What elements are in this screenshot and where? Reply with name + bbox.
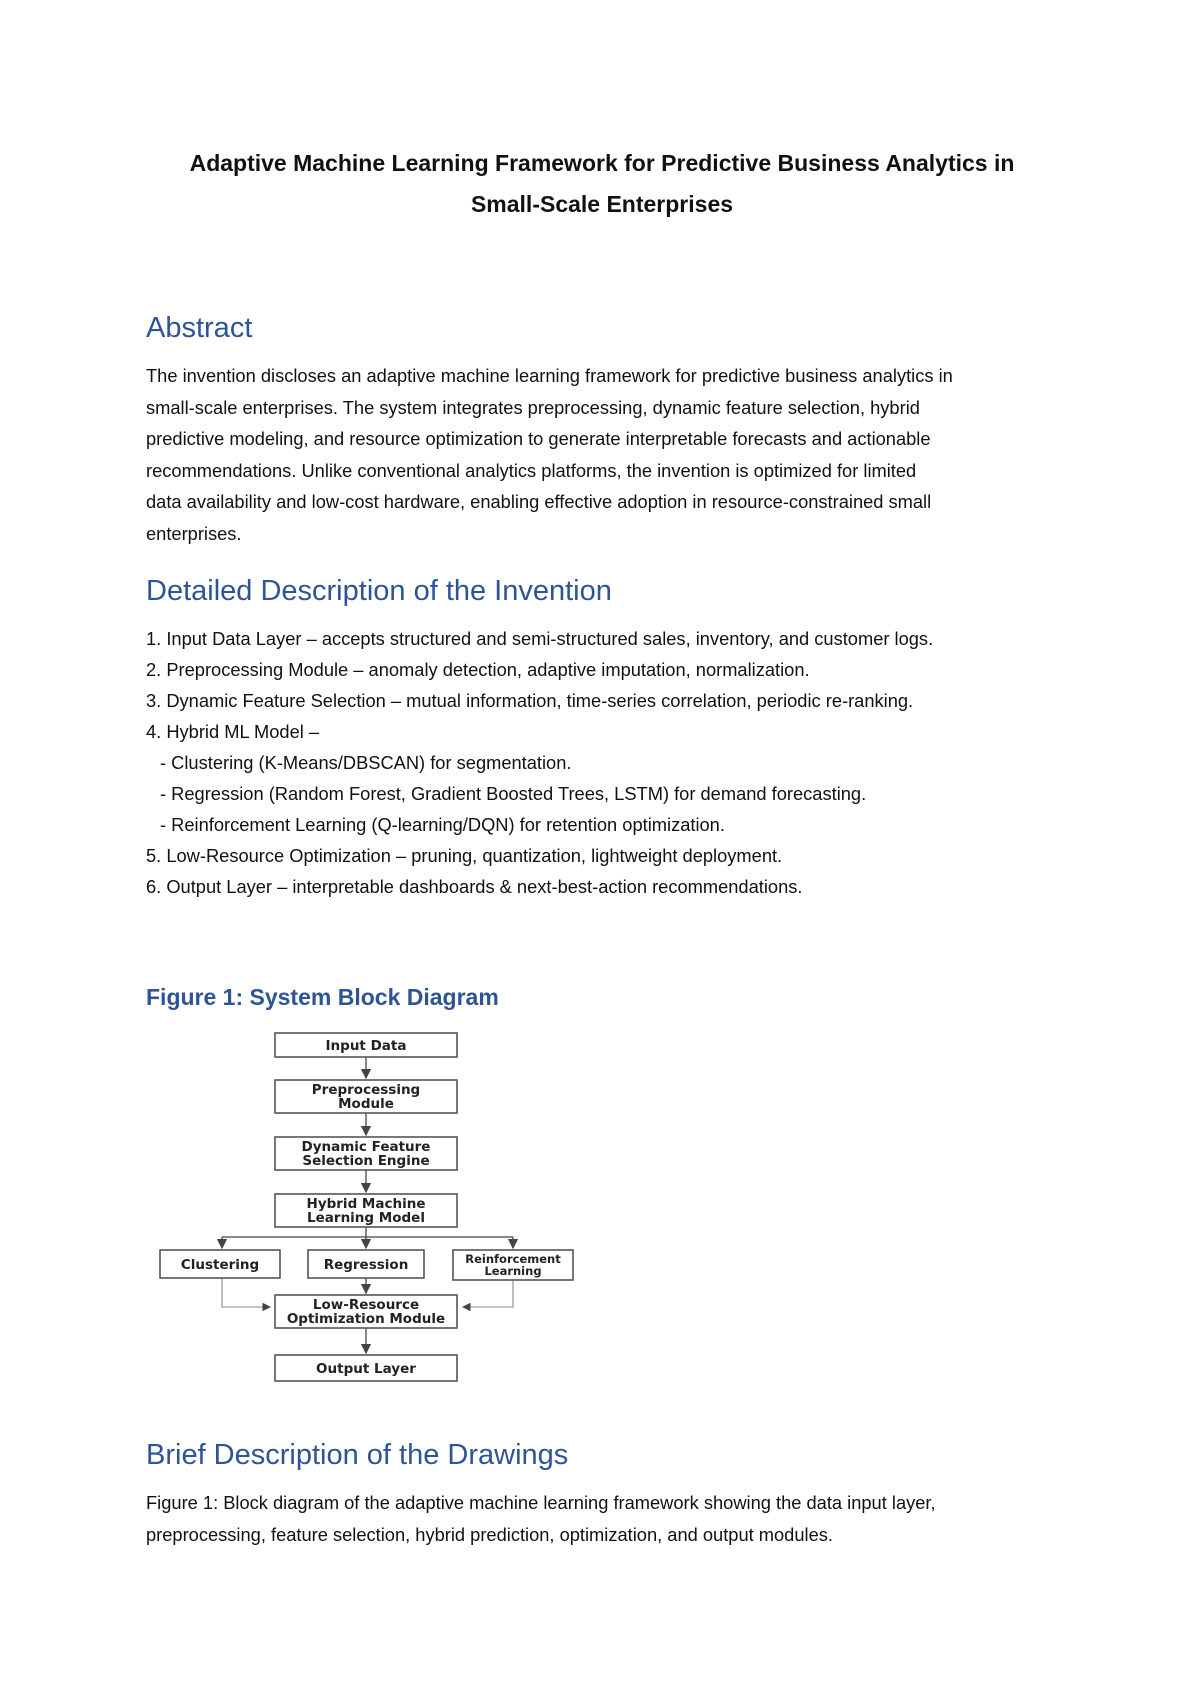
brief-line: Figure 1: Block diagram of the adaptive machine learning framework showing the data input layer, bbox=[146, 1492, 936, 1513]
list-item: 1. Input Data Layer – accepts structured and semi-structured sales, inventory, and customer logs. bbox=[146, 628, 934, 649]
document-title bbox=[130, 143, 1074, 225]
svg-text:Dynamic Feature: Dynamic Feature bbox=[301, 1139, 431, 1155]
svg-text:Output Layer: Output Layer bbox=[316, 1361, 416, 1377]
title-line-1: Adaptive Machine Learning Framework for Predictive Business Analytics in bbox=[189, 150, 1015, 176]
detailed-description-heading: Detailed Description of the Invention bbox=[146, 575, 612, 607]
svg-text:Input Data: Input Data bbox=[325, 1038, 407, 1054]
reinforcement-learning-box bbox=[453, 1250, 573, 1280]
system-block-diagram bbox=[150, 1025, 590, 1425]
optimization-module-box bbox=[275, 1295, 457, 1328]
svg-text:Learning Model: Learning Model bbox=[307, 1210, 425, 1226]
svg-text:Learning: Learning bbox=[484, 1264, 542, 1278]
brief-line: preprocessing, feature selection, hybrid prediction, optimization, and output modules. bbox=[146, 1523, 833, 1545]
abstract-line: data availability and low-cost hardware, enabling effective adoption in resource-constrained small bbox=[146, 491, 932, 512]
sub-list-item: - Clustering (K-Means/DBSCAN) for segmentation. bbox=[160, 752, 572, 773]
list-item: 4. Hybrid ML Model – bbox=[146, 721, 320, 742]
svg-text:Hybrid Machine: Hybrid Machine bbox=[306, 1196, 426, 1212]
preprocessing-module-box bbox=[275, 1080, 457, 1113]
feature-selection-box bbox=[275, 1137, 457, 1170]
svg-text:Reinforcement: Reinforcement bbox=[465, 1252, 561, 1266]
branch-connector bbox=[222, 1227, 513, 1248]
detailed-description-list bbox=[146, 623, 1106, 902]
svg-text:Regression: Regression bbox=[323, 1257, 409, 1273]
abstract-line: small-scale enterprises. The system integrates preprocessing, dynamic feature selection, hybrid bbox=[146, 396, 920, 418]
svg-text:Clustering: Clustering bbox=[180, 1257, 260, 1273]
list-item: 6. Output Layer – interpretable dashboards & next-best-action recommendations. bbox=[146, 876, 803, 897]
svg-text:Preprocessing: Preprocessing bbox=[311, 1082, 421, 1098]
sub-list-item: - Reinforcement Learning (Q-learning/DQN) for retention optimization. bbox=[160, 814, 725, 835]
abstract-line: enterprises. bbox=[146, 522, 242, 544]
brief-description-paragraph bbox=[146, 1487, 1066, 1550]
abstract-heading: Abstract bbox=[146, 312, 253, 344]
brief-description-heading: Brief Description of the Drawings bbox=[146, 1439, 569, 1471]
svg-text:Optimization Module: Optimization Module bbox=[286, 1311, 446, 1327]
abstract-paragraph bbox=[146, 360, 1066, 549]
clustering-box bbox=[160, 1250, 280, 1278]
abstract-line: predictive modeling, and resource optimization to generate interpretable forecasts and actionable bbox=[146, 428, 931, 449]
svg-text:Low-Resource: Low-Resource bbox=[312, 1297, 420, 1313]
figure-caption: Figure 1: System Block Diagram bbox=[146, 984, 499, 1010]
list-item: 3. Dynamic Feature Selection – mutual information, time-series correlation, periodic re-ranking. bbox=[146, 690, 914, 711]
abstract-line: The invention discloses an adaptive machine learning framework for predictive business analytics in bbox=[146, 365, 953, 386]
output-layer-box bbox=[275, 1355, 457, 1381]
input-data-box bbox=[275, 1033, 457, 1057]
svg-text:Module: Module bbox=[338, 1096, 394, 1112]
list-item: 5. Low-Resource Optimization – pruning, quantization, lightweight deployment. bbox=[146, 845, 783, 866]
title-line-2: Small-Scale Enterprises bbox=[470, 191, 734, 217]
list-item: 2. Preprocessing Module – anomaly detection, adaptive imputation, normalization. bbox=[146, 659, 810, 680]
svg-text:Selection Engine: Selection Engine bbox=[302, 1153, 430, 1169]
sub-list-item: - Regression (Random Forest, Gradient Boosted Trees, LSTM) for demand forecasting. bbox=[160, 783, 867, 804]
hybrid-model-box bbox=[275, 1194, 457, 1227]
regression-box bbox=[308, 1250, 424, 1278]
abstract-line: recommendations. Unlike conventional analytics platforms, the invention is optimized for limited bbox=[146, 459, 917, 481]
